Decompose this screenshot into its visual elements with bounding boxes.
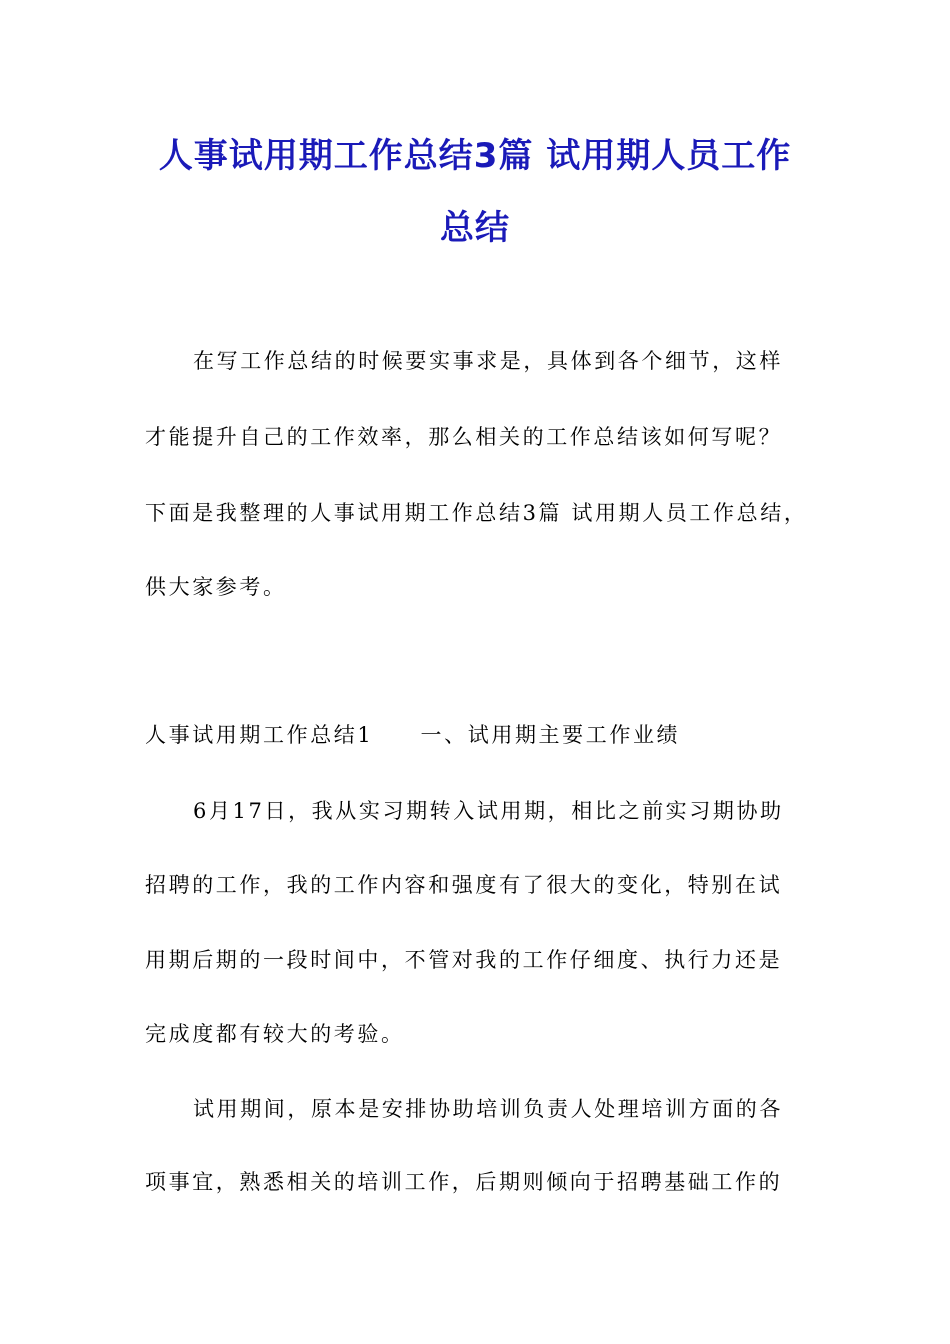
paragraph-line: 下面是我整理的人事试用期工作总结3篇 试用期人员工作总结， [145,501,808,525]
paragraph-line: 项事宜，熟悉相关的培训工作，后期则倾向于招聘基础工作的 [145,1170,783,1194]
paragraph-line: 用期后期的一段时间中，不管对我的工作仔细度、执行力还是 [145,948,783,972]
paragraph-line: 招聘的工作，我的工作内容和强度有了很大的变化，特别在试 [145,873,783,897]
document-title-line-1: 人事试用期工作总结3篇 试用期人员工作 [158,136,792,176]
paragraph-line: 试用期间，原本是安排协助培训负责人处理培训方面的各 [193,1097,783,1121]
section-heading: 人事试用期工作总结1 一、试用期主要工作业绩 [145,723,681,747]
paragraph-line: 6月17日，我从实习期转入试用期，相比之前实习期协助 [193,799,784,823]
paragraph-line: 供大家参考。 [145,575,287,599]
paragraph-line: 才能提升自己的工作效率，那么相关的工作总结该如何写呢？ [145,425,783,449]
paragraph-line: 完成度都有较大的考验。 [145,1022,405,1046]
paragraph-line: 在写工作总结的时候要实事求是，具体到各个细节，这样 [193,349,783,373]
document-title-line-2: 总结 [440,208,510,248]
